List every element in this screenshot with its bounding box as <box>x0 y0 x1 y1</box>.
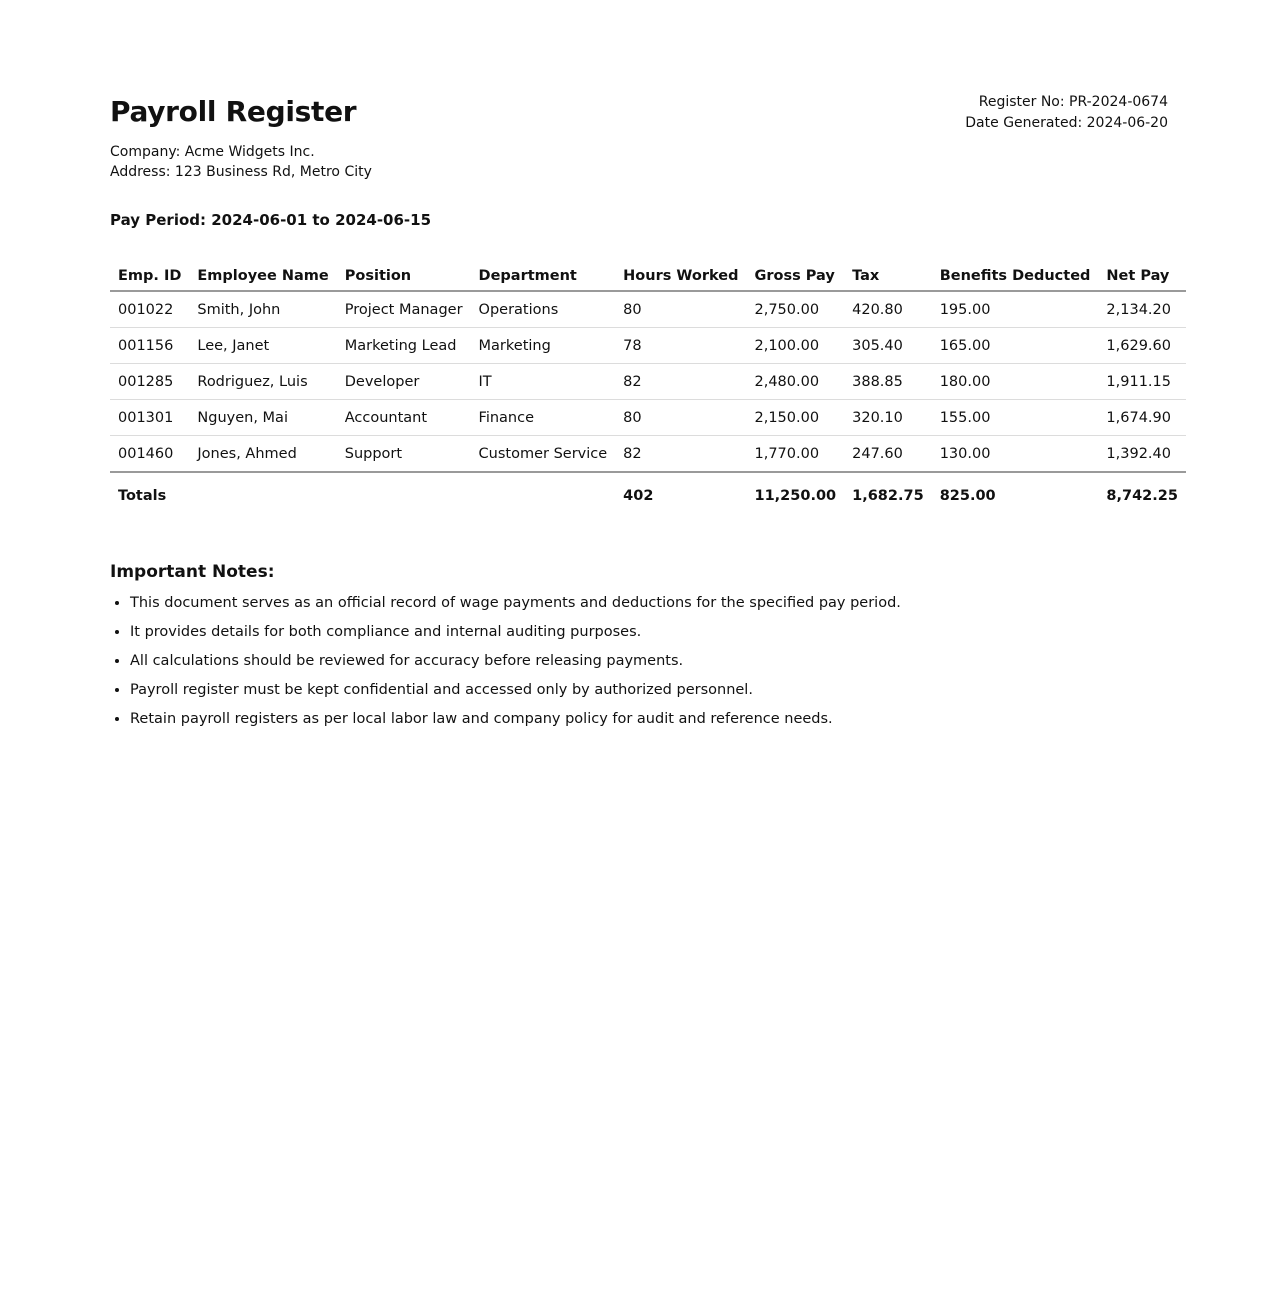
cell-employee-name: Smith, John <box>189 291 336 328</box>
note-item: • All calculations should be reviewed for accuracy before releasing payments. <box>130 647 1168 676</box>
register-meta <box>965 92 1168 134</box>
pay-period: Pay Period: 2024-06-01 to 2024-06-15 <box>110 211 432 229</box>
cell-employee-name: Jones, Ahmed <box>189 436 336 473</box>
cell-employee-name: Lee, Janet <box>189 328 336 364</box>
totals-gross-pay: 11,250.00 <box>746 472 844 517</box>
company-name: Company: Acme Widgets Inc. <box>110 144 315 160</box>
cell-tax: 247.60 <box>844 436 932 473</box>
table-body <box>110 291 1186 517</box>
totals-hours-worked: 402 <box>615 472 746 517</box>
totals-empty-cell <box>337 472 471 517</box>
cell-department: IT <box>471 364 616 400</box>
cell-position: Developer <box>337 364 471 400</box>
cell-benefits-deducted: 165.00 <box>932 328 1099 364</box>
column-header-emp-id: Emp. ID <box>110 260 189 291</box>
table-row <box>110 436 1186 473</box>
cell-emp-id: 001285 <box>110 364 189 400</box>
cell-emp-id: 001156 <box>110 328 189 364</box>
cell-hours-worked: 78 <box>615 328 746 364</box>
totals-tax: 1,682.75 <box>844 472 932 517</box>
cell-hours-worked: 82 <box>615 436 746 473</box>
cell-net-pay: 2,134.20 <box>1098 291 1186 328</box>
table-header <box>110 260 1186 291</box>
cell-employee-name: Rodriguez, Luis <box>189 364 336 400</box>
column-header-employee-name: Employee Name <box>189 260 336 291</box>
cell-department: Operations <box>471 291 616 328</box>
cell-gross-pay: 2,100.00 <box>746 328 844 364</box>
cell-net-pay: 1,911.15 <box>1098 364 1186 400</box>
document-header <box>110 92 1168 188</box>
column-header-tax: Tax <box>844 260 932 291</box>
cell-tax: 305.40 <box>844 328 932 364</box>
cell-hours-worked: 80 <box>615 400 746 436</box>
table-row <box>110 291 1186 328</box>
cell-position: Support <box>337 436 471 473</box>
cell-gross-pay: 2,750.00 <box>746 291 844 328</box>
cell-benefits-deducted: 130.00 <box>932 436 1099 473</box>
cell-net-pay: 1,629.60 <box>1098 328 1186 364</box>
cell-benefits-deducted: 180.00 <box>932 364 1099 400</box>
totals-empty-cell <box>471 472 616 517</box>
cell-department: Marketing <box>471 328 616 364</box>
column-header-gross-pay: Gross Pay <box>746 260 844 291</box>
cell-hours-worked: 80 <box>615 291 746 328</box>
column-header-net-pay: Net Pay <box>1098 260 1186 291</box>
cell-emp-id: 001460 <box>110 436 189 473</box>
cell-net-pay: 1,674.90 <box>1098 400 1186 436</box>
table-row <box>110 400 1186 436</box>
totals-net-pay: 8,742.25 <box>1098 472 1186 517</box>
notes-list <box>110 589 1168 734</box>
cell-gross-pay: 1,770.00 <box>746 436 844 473</box>
cell-tax: 320.10 <box>844 400 932 436</box>
cell-hours-worked: 82 <box>615 364 746 400</box>
note-item: • Retain payroll registers as per local labor law and company policy for audit and reference needs. <box>130 705 1168 734</box>
column-header-department: Department <box>471 260 616 291</box>
cell-emp-id: 001301 <box>110 400 189 436</box>
company-info <box>110 142 1168 182</box>
note-item: • This document serves as an official record of wage payments and deductions for the specified pay period. <box>130 589 1168 618</box>
totals-benefits-deducted: 825.00 <box>932 472 1099 517</box>
totals-label: Totals <box>110 472 189 517</box>
notes-title: Important Notes: <box>110 562 275 582</box>
cell-employee-name: Nguyen, Mai <box>189 400 336 436</box>
cell-tax: 420.80 <box>844 291 932 328</box>
cell-net-pay: 1,392.40 <box>1098 436 1186 473</box>
note-item: • Payroll register must be kept confidential and accessed only by authorized personnel. <box>130 676 1168 705</box>
cell-benefits-deducted: 195.00 <box>932 291 1099 328</box>
cell-gross-pay: 2,480.00 <box>746 364 844 400</box>
column-header-benefits-deducted: Benefits Deducted <box>932 260 1099 291</box>
page-title: Payroll Register <box>110 95 357 128</box>
note-item: • It provides details for both compliance and internal auditing purposes. <box>130 618 1168 647</box>
table-row <box>110 328 1186 364</box>
totals-row <box>110 472 1186 517</box>
cell-gross-pay: 2,150.00 <box>746 400 844 436</box>
company-address: Address: 123 Business Rd, Metro City <box>110 164 372 180</box>
column-header-position: Position <box>337 260 471 291</box>
date-generated: Date Generated: 2024-06-20 <box>965 115 1168 131</box>
register-number: Register No: PR-2024-0674 <box>978 94 1168 110</box>
cell-emp-id: 001022 <box>110 291 189 328</box>
cell-department: Customer Service <box>471 436 616 473</box>
cell-tax: 388.85 <box>844 364 932 400</box>
table-header-row <box>110 260 1186 291</box>
cell-position: Marketing Lead <box>337 328 471 364</box>
cell-department: Finance <box>471 400 616 436</box>
table-row <box>110 364 1186 400</box>
payroll-register-page <box>110 0 1178 734</box>
cell-position: Project Manager <box>337 291 471 328</box>
cell-benefits-deducted: 155.00 <box>932 400 1099 436</box>
totals-empty-cell <box>189 472 336 517</box>
cell-position: Accountant <box>337 400 471 436</box>
payroll-table <box>110 260 1186 517</box>
column-header-hours-worked: Hours Worked <box>615 260 746 291</box>
